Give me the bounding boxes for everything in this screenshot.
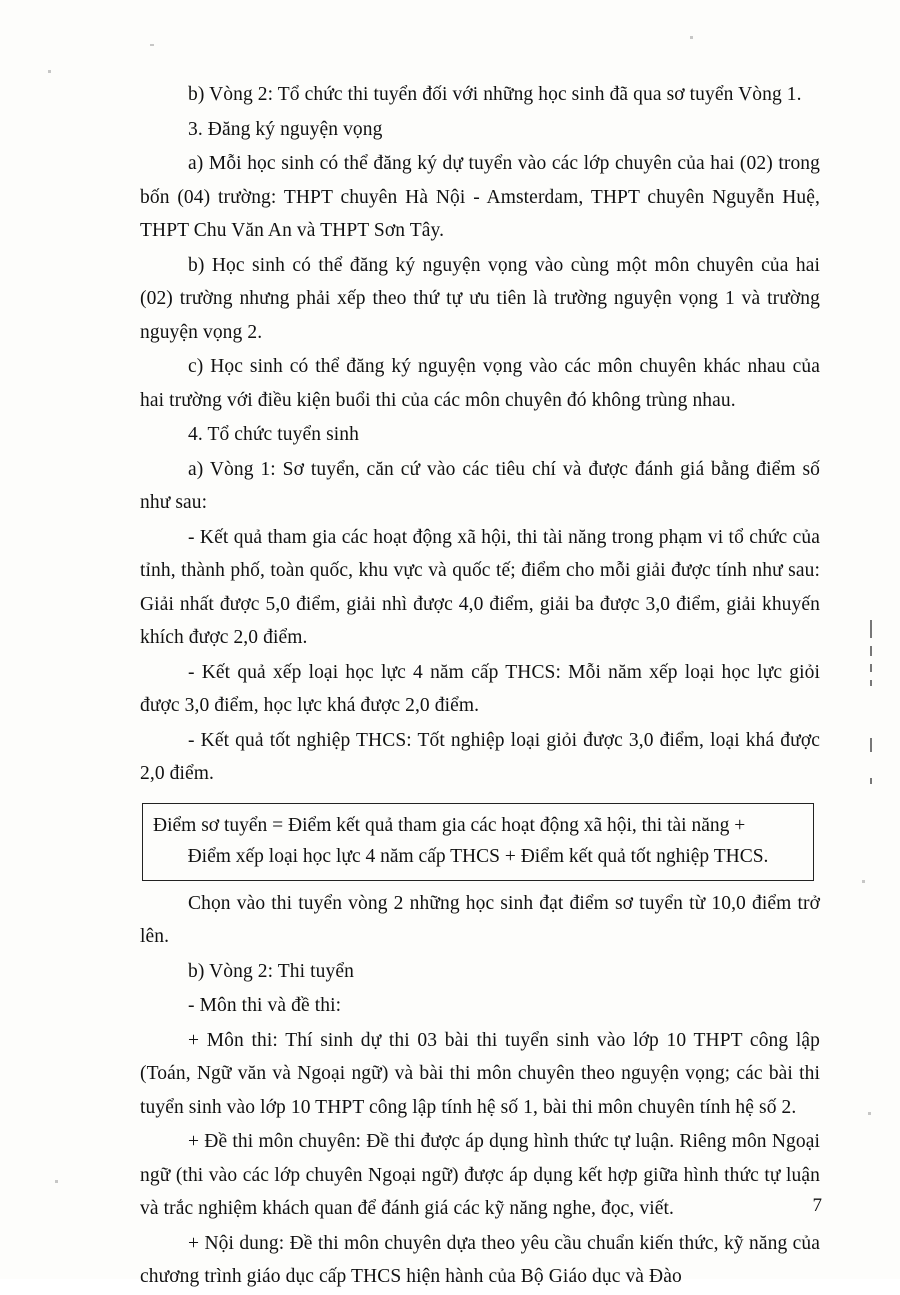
paragraph: a) Mỗi học sinh có thể đăng ký dự tuyển vào các lớp chuyên của hai (02) trong bốn (04) trường: THPT chuyên Hà Nội - Amsterdam, THPT chuyên Nguyễn Huệ, THPT Chu Văn An và THPT Sơn Tây. [140,153,820,241]
paragraph: + Đề thi môn chuyên: Đề thi được áp dụng hình thức tự luận. Riêng môn Ngoại ngữ (thi vào các lớp chuyên Ngoại ngữ) được áp dụng kết hợp giữa hình thức tự luận và trắc nghiệm khách quan để đánh giá các kỹ năng nghe, đọc, viết. [140,1131,820,1219]
paragraph: 3. Đăng ký nguyện vọng [188,118,383,140]
scan-edge-marks [866,620,878,800]
scan-speck [868,1112,871,1115]
formula-line-1: Điểm sơ tuyển = Điểm kết quả tham gia các hoạt động xã hội, thi tài năng + [153,814,746,836]
scan-speck [48,70,51,73]
scan-speck [862,880,865,883]
paragraph: b) Vòng 2: Tổ chức thi tuyển đối với những học sinh đã qua sơ tuyển Vòng 1. [188,84,802,105]
page-number: 7 [812,1195,822,1216]
paragraph: 4. Tổ chức tuyển sinh [188,424,359,445]
paragraph: c) Học sinh có thể đăng ký nguyện vọng vào các môn chuyên khác nhau của hai trường với điều kiện buổi thi của các môn chuyên đó không trùng nhau. [140,356,820,411]
scan-speck [55,1180,58,1183]
formula-box [142,803,814,881]
paragraph: - Kết quả tham gia các hoạt động xã hội, thi tài năng trong phạm vi tổ chức của tỉnh, thành phố, toàn quốc, khu vực và quốc tế; điểm cho mỗi giải được tính như sau: Giải nhất được 5,0 điểm, giải nhì được 4,0 điểm, giải ba được 3,0 điểm, giải khuyến khích được 2,0 điểm. [140,526,820,648]
paragraph: a) Vòng 1: Sơ tuyển, căn cứ vào các tiêu chí và được đánh giá bằng điểm số như sau: [140,458,820,513]
paragraph: - Kết quả tốt nghiệp THCS: Tốt nghiệp loại giỏi được 3,0 điểm, loại khá được 2,0 điểm. [140,729,820,784]
scan-speck [150,44,154,46]
paragraph: b) Học sinh có thể đăng ký nguyện vọng vào cùng một môn chuyên của hai (02) trường nhưng phải xếp theo thứ tự ưu tiên là trường nguyện vọng 1 và trường nguyện vọng 2. [140,254,820,343]
paragraph: - Kết quả xếp loại học lực 4 năm cấp THCS: Mỗi năm xếp loại học lực giỏi được 3,0 điểm, học lực khá được 2,0 điểm. [140,661,820,716]
paragraph: b) Vòng 2: Thi tuyển [188,960,354,982]
scan-speck [690,36,693,39]
paragraph: + Nội dung: Đề thi môn chuyên dựa theo yêu cầu chuẩn kiến thức, kỹ năng của chương trình giáo dục cấp THCS hiện hành của Bộ Giáo dục và Đào [140,1232,820,1287]
formula-box-wrapper [140,803,820,881]
paragraph: Chọn vào thi tuyển vòng 2 những học sinh đạt điểm sơ tuyển từ 10,0 điểm trở lên. [140,892,820,947]
paragraph: - Môn thi và đề thi: [188,995,342,1016]
formula-line-2: Điểm xếp loại học lực 4 năm cấp THCS + Điểm kết quả tốt nghiệp THCS. [187,845,769,867]
paragraph: + Môn thi: Thí sinh dự thi 03 bài thi tuyển sinh vào lớp 10 THPT công lập (Toán, Ngữ văn và Ngoại ngữ) và bài thi môn chuyên theo nguyện vọng; các bài thi tuyển sinh vào lớp 10 THPT công lập tính hệ số 1, bài thi môn chuyên tính hệ số 2. [140,1029,820,1118]
document-body [140,78,820,1295]
